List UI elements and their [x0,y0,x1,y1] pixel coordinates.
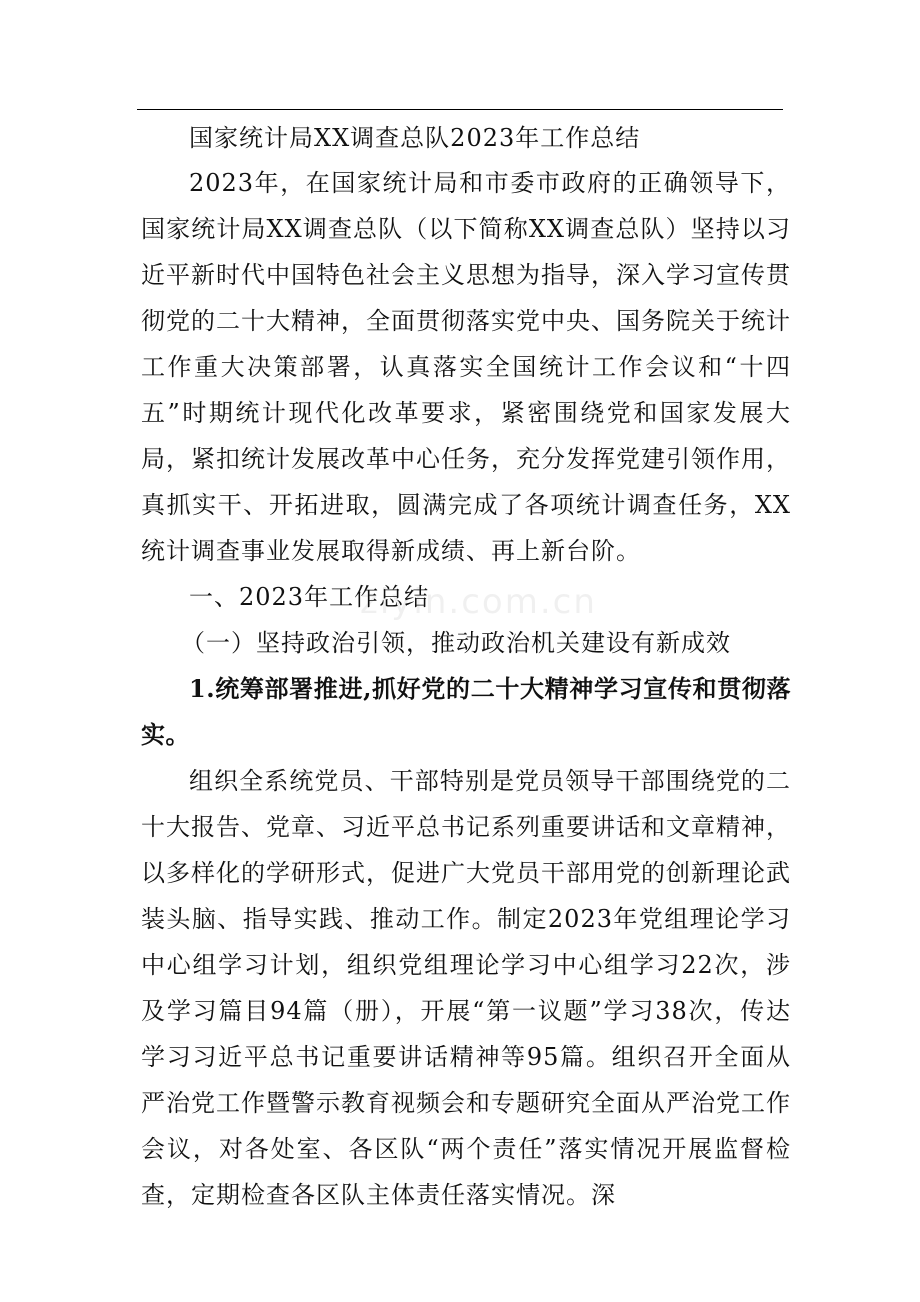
document-body [141,116,791,1218]
intro-paragraph: 2023年，在国家统计局和市委市政府的正确领导下，国家统计局XX调查总队（以下简称XX调查总队）坚持以习近平新时代中国特色社会主义思想为指导，深入学习宣传贯彻党的二十大精神，全面贯彻落实党中央、国务院关于统计工作重大决策部署，认真落实全国统计工作会议和“十四五”时期统计现代化改革要求，紧密围绕党和国家发展大局，紧扣统计发展改革中心任务，充分发挥党建引领作用，真抓实干、开拓进取，圆满完成了各项统计调查任务，XX统计调查事业发展取得新成绩、再上新台阶。 [141,169,791,565]
header-rule [137,109,783,110]
document-title: 国家统计局XX调查总队2023年工作总结 [189,124,641,152]
watermark: ziyin.com.cn [360,582,597,622]
section-heading: 一、2023年工作总结 [189,583,430,611]
item-heading: 1.统筹部署推进,抓好党的二十大精神学习宣传和贯彻落实。 [141,674,791,749]
body-paragraph: 组织全系统党员、干部特别是党员领导干部围绕党的二十大报告、党章、习近平总书记系列重要讲话和文章精神，以多样化的学研形式，促进广大党员干部用党的创新理论武装头脑、指导实践、推动工作。制定2023年党组理论学习中心组学习计划，组织党组理论学习中心组学习22次，涉及学习篇目94篇（册），开展“第一议题”学习38次，传达学习习近平总书记重要讲话精神等95篇。组织召开全面从严治党工作暨警示教育视频会和专题研究全面从严治党工作会议，对各处室、各区队“两个责任”落实情况开展监督检查，定期检查各区队主体责任落实情况。深 [141,767,791,1209]
subsection-heading: （一）坚持政治引领，推动政治机关建设有新成效 [181,629,731,657]
